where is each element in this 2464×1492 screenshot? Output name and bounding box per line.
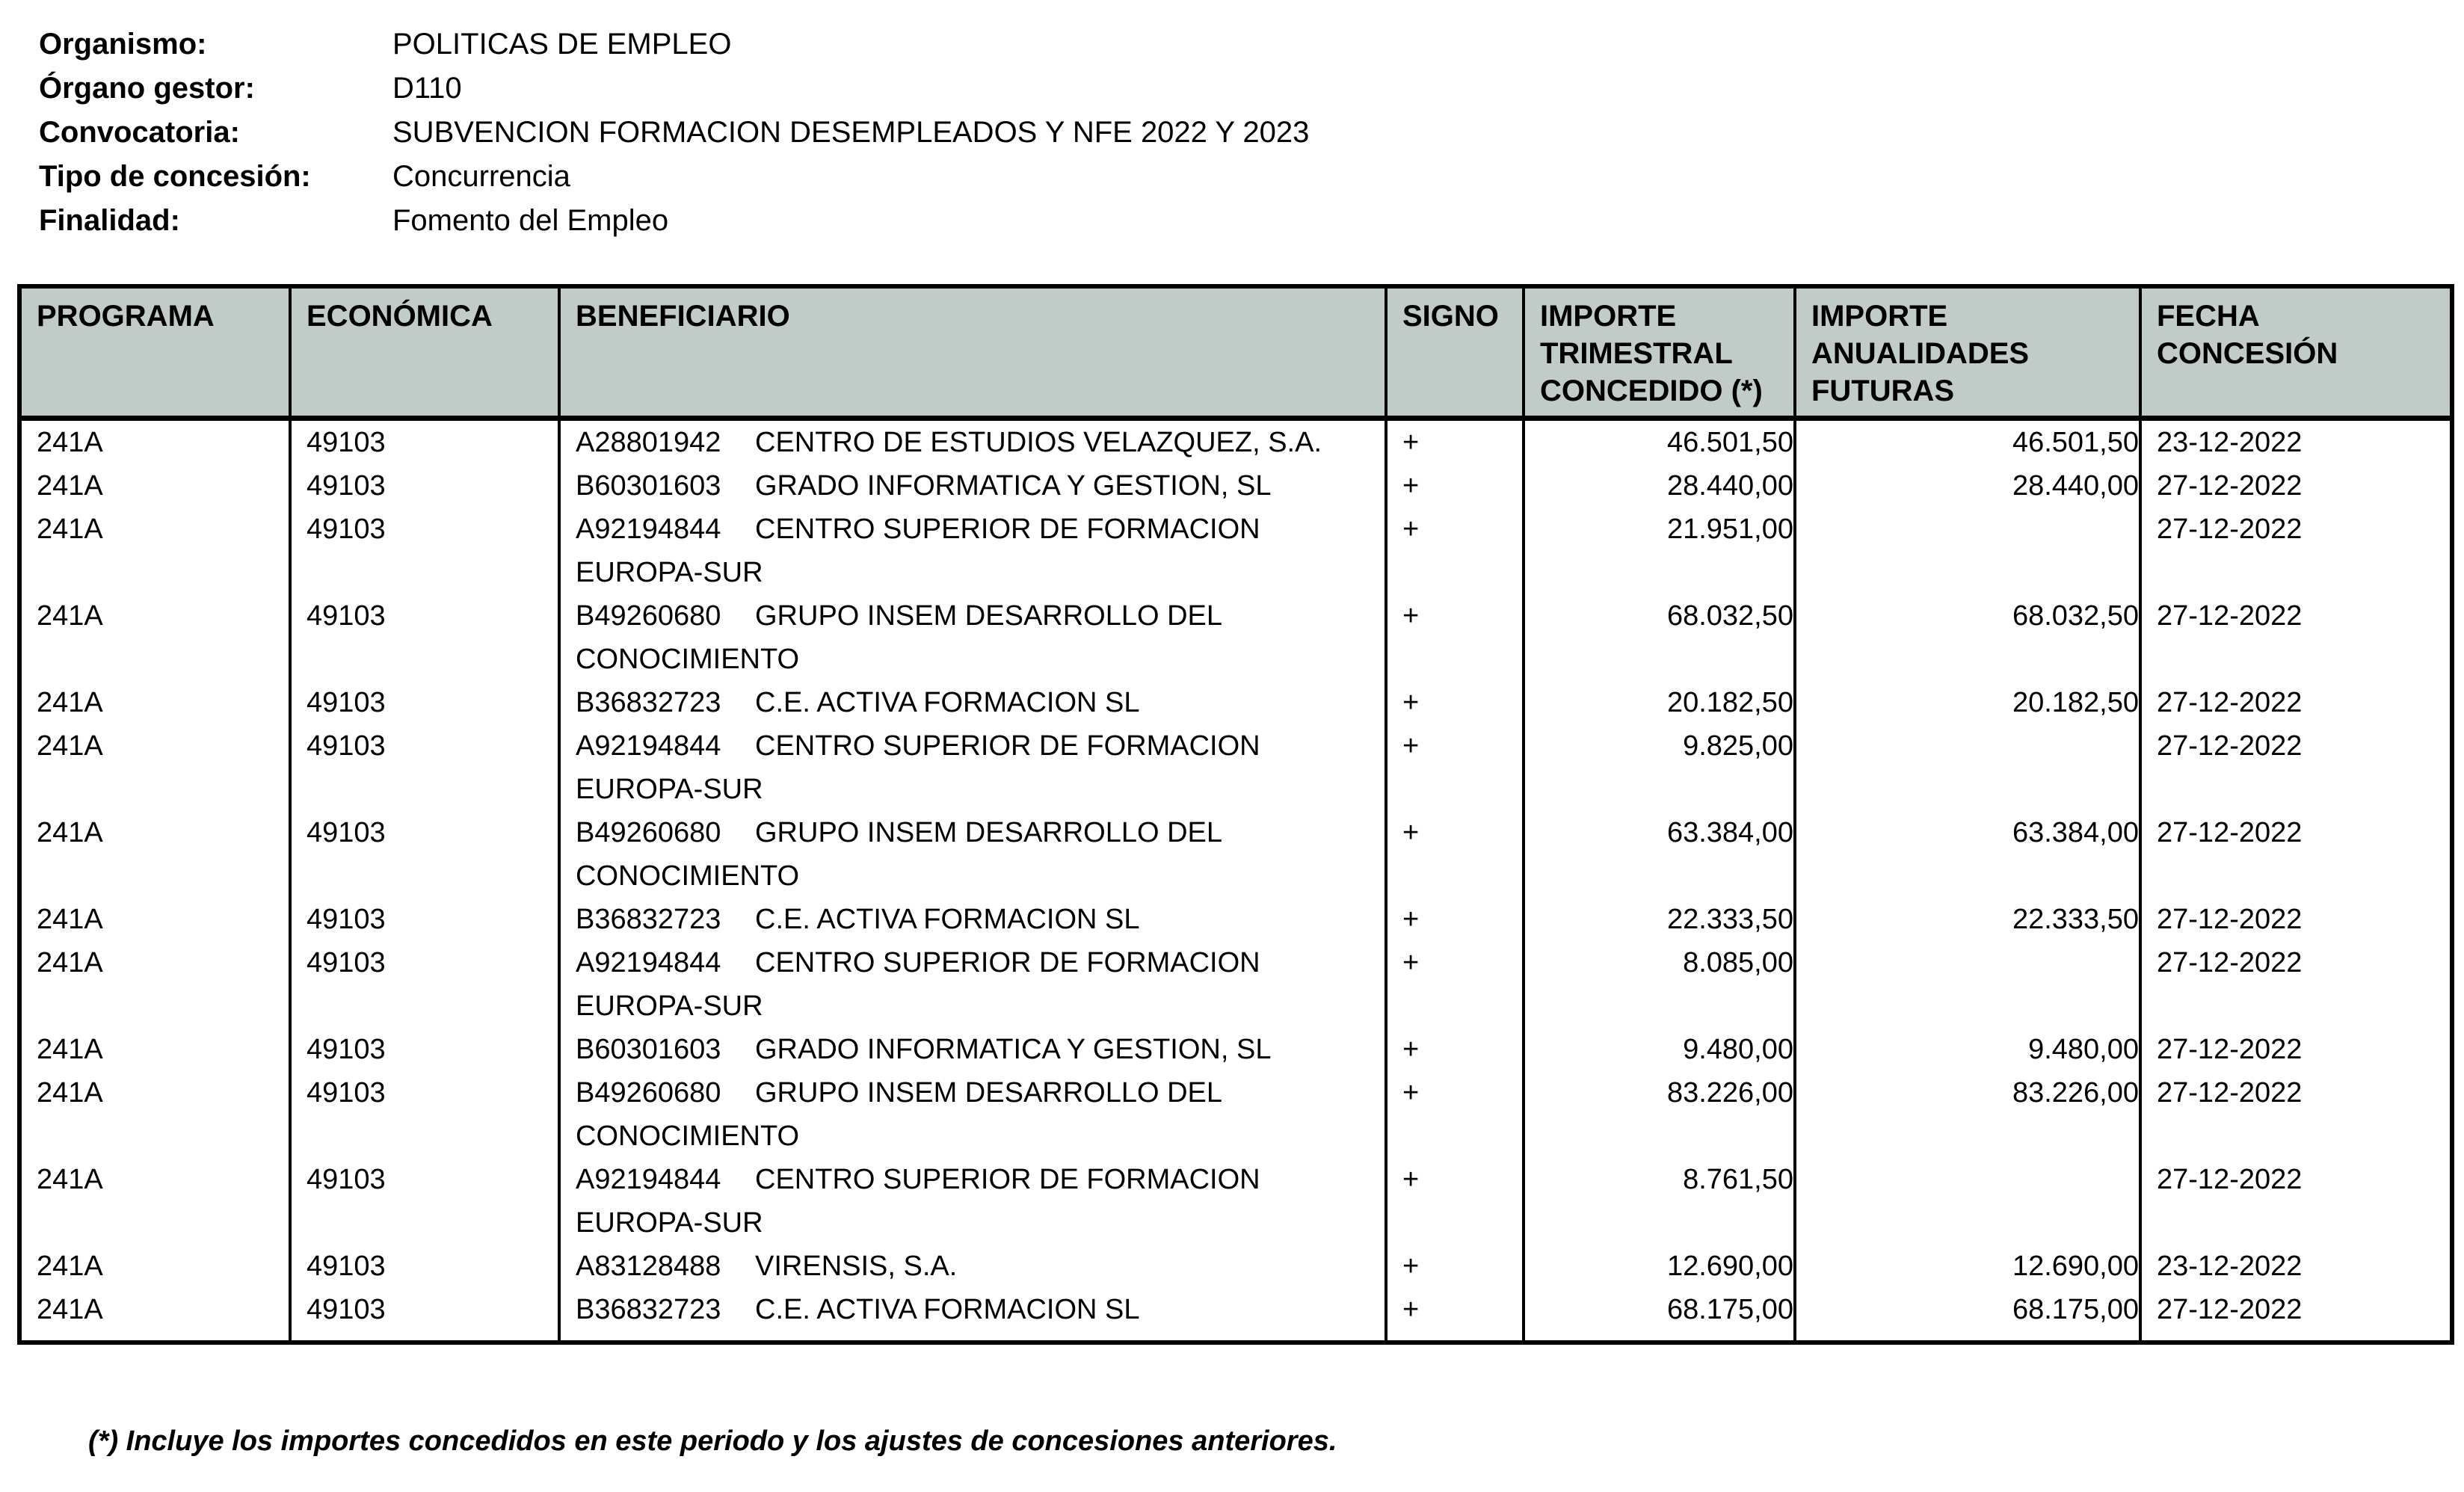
cell-signo: +: [1386, 1071, 1524, 1158]
beneficiario-nif: B49260680: [576, 600, 721, 632]
cell-economica: 49103: [290, 508, 559, 594]
cell-fecha-concesion: 23-12-2022: [2140, 419, 2452, 465]
cell-fecha-concesion: 27-12-2022: [2140, 594, 2452, 681]
cell-importe-anualidades: [1795, 724, 2140, 811]
beneficiario-line: [576, 811, 1385, 854]
cell-importe-trimestral: 22.333,50: [1524, 898, 1795, 941]
beneficiario-line: [576, 898, 1385, 941]
info-value-tipo-concesion: Concurrencia: [392, 160, 570, 193]
cell-signo: +: [1386, 1158, 1524, 1245]
beneficiario-nif: A92194844: [576, 1164, 721, 1195]
cell-fecha-concesion: 27-12-2022: [2140, 811, 2452, 898]
cell-importe-trimestral: 9.825,00: [1524, 724, 1795, 811]
cell-economica: 49103: [290, 594, 559, 681]
beneficiario-name-continuation: CONOCIMIENTO: [576, 1120, 800, 1152]
beneficiario-name-continuation: EUROPA-SUR: [576, 557, 763, 588]
cell-signo: +: [1386, 811, 1524, 898]
cell-signo: +: [1386, 1245, 1524, 1288]
cell-programa: 241A: [37, 947, 103, 978]
beneficiario-nif: A92194844: [576, 947, 721, 978]
beneficiario-nif: B60301603: [576, 470, 721, 502]
cell-importe-anualidades: [1795, 1158, 2140, 1245]
beneficiario-name: GRADO INFORMATICA Y GESTION, SL: [755, 1034, 1272, 1065]
beneficiario-name-continuation: EUROPA-SUR: [576, 1207, 763, 1239]
column-header-economica: [290, 286, 559, 419]
info-label-convocatoria: Convocatoria:: [39, 116, 240, 149]
cell-signo: +: [1386, 681, 1524, 724]
beneficiario-nif: A92194844: [576, 730, 721, 762]
cell-importe-trimestral: 20.182,50: [1524, 681, 1795, 724]
info-label-tipo-concesion: Tipo de concesión:: [39, 160, 311, 193]
cell-importe-anualidades: 68.175,00: [1795, 1288, 2140, 1343]
beneficiario-line: [576, 1158, 1385, 1201]
cell-fecha-concesion: 27-12-2022: [2140, 1071, 2452, 1158]
info-value-finalidad: Fomento del Empleo: [392, 204, 669, 237]
cell-economica: 49103: [290, 724, 559, 811]
cell-importe-trimestral: 8.085,00: [1524, 941, 1795, 1028]
beneficiario-nif: B49260680: [576, 1077, 721, 1109]
grants-table: [17, 284, 2454, 1345]
cell-beneficiario: [559, 811, 1386, 898]
table-row: [19, 419, 2452, 465]
column-header-line: FECHA CONCESIÓN: [2157, 300, 2338, 370]
cell-importe-anualidades: 9.480,00: [1795, 1028, 2140, 1071]
cell-signo: +: [1386, 724, 1524, 811]
cell-programa: 241A: [37, 1251, 103, 1282]
beneficiario-line: [576, 1028, 1385, 1071]
beneficiario-line: [576, 464, 1385, 508]
cell-beneficiario: [559, 419, 1386, 465]
cell-beneficiario: [559, 724, 1386, 811]
cell-signo: +: [1386, 508, 1524, 594]
table-row: [19, 1245, 2452, 1288]
table-row: [19, 724, 2452, 811]
cell-economica: 49103: [290, 1158, 559, 1245]
column-header-line: IMPORTE: [1811, 300, 1948, 333]
cell-fecha-concesion: 27-12-2022: [2140, 724, 2452, 811]
cell-importe-trimestral: 63.384,00: [1524, 811, 1795, 898]
cell-importe-trimestral: 68.175,00: [1524, 1288, 1795, 1343]
cell-economica: 49103: [290, 811, 559, 898]
cell-programa: 241A: [37, 470, 103, 502]
column-header-line: BENEFICIARIO: [576, 300, 790, 333]
cell-importe-anualidades: [1795, 941, 2140, 1028]
info-block: [39, 22, 1309, 243]
cell-fecha-concesion: 23-12-2022: [2140, 1245, 2452, 1288]
table-row: [19, 1071, 2452, 1158]
table-row: [19, 898, 2452, 941]
cell-importe-trimestral: 46.501,50: [1524, 419, 1795, 465]
cell-importe-anualidades: 12.690,00: [1795, 1245, 2140, 1288]
cell-fecha-concesion: 27-12-2022: [2140, 898, 2452, 941]
beneficiario-name-continuation: EUROPA-SUR: [576, 774, 763, 805]
table-row: [19, 1288, 2452, 1343]
cell-importe-trimestral: 68.032,50: [1524, 594, 1795, 681]
info-value-convocatoria: SUBVENCION FORMACION DESEMPLEADOS Y NFE 2022 Y 2023: [392, 116, 1310, 149]
cell-fecha-concesion: 27-12-2022: [2140, 1288, 2452, 1343]
cell-importe-anualidades: [1795, 508, 2140, 594]
column-header-line: PROGRAMA: [37, 300, 215, 333]
beneficiario-line: [576, 508, 1385, 551]
beneficiario-nif: B36832723: [576, 687, 721, 718]
cell-importe-anualidades: 20.182,50: [1795, 681, 2140, 724]
cell-economica: 49103: [290, 1071, 559, 1158]
beneficiario-line: [576, 1288, 1385, 1331]
cell-economica: 49103: [290, 1245, 559, 1288]
cell-importe-trimestral: 12.690,00: [1524, 1245, 1795, 1288]
footnote: (*) Incluye los importes concedidos en este periodo y los ajustes de concesiones anteriores.: [88, 1425, 1337, 1457]
cell-fecha-concesion: 27-12-2022: [2140, 1158, 2452, 1245]
info-row-finalidad: [39, 199, 1309, 243]
cell-programa: 241A: [37, 817, 103, 848]
beneficiario-name: CENTRO SUPERIOR DE FORMACION: [755, 514, 1260, 545]
table-row: [19, 681, 2452, 724]
table-row: [19, 941, 2452, 1028]
cell-economica: 49103: [290, 681, 559, 724]
column-header-line: ECONÓMICA: [307, 300, 493, 333]
cell-programa: 241A: [37, 1294, 103, 1325]
info-row-convocatoria: [39, 111, 1309, 155]
table-head: [19, 286, 2452, 419]
column-header-line: FUTURAS: [1811, 374, 1955, 407]
column-header-line: ANUALIDADES: [1811, 337, 2030, 370]
cell-beneficiario: [559, 1288, 1386, 1343]
column-header-line: CONCEDIDO (*): [1540, 374, 1763, 407]
beneficiario-nif: A83128488: [576, 1251, 721, 1282]
beneficiario-name: C.E. ACTIVA FORMACION SL: [755, 1294, 1140, 1325]
beneficiario-name: GRADO INFORMATICA Y GESTION, SL: [755, 470, 1272, 502]
cell-programa: 241A: [37, 514, 103, 545]
beneficiario-name: CENTRO DE ESTUDIOS VELAZQUEZ, S.A.: [755, 427, 1322, 458]
beneficiario-line: [576, 724, 1385, 768]
beneficiario-name: CENTRO SUPERIOR DE FORMACION: [755, 947, 1260, 978]
cell-economica: 49103: [290, 1028, 559, 1071]
info-row-organo-gestor: [39, 67, 1309, 111]
table-row: [19, 508, 2452, 594]
cell-importe-anualidades: 68.032,50: [1795, 594, 2140, 681]
table-row: [19, 594, 2452, 681]
cell-beneficiario: [559, 464, 1386, 508]
cell-signo: +: [1386, 1028, 1524, 1071]
cell-fecha-concesion: 27-12-2022: [2140, 681, 2452, 724]
beneficiario-name: GRUPO INSEM DESARROLLO DEL: [755, 600, 1223, 632]
beneficiario-nif: B60301603: [576, 1034, 721, 1065]
cell-economica: 49103: [290, 1288, 559, 1343]
header-row: [19, 286, 2452, 419]
beneficiario-name-continuation: CONOCIMIENTO: [576, 644, 800, 675]
cell-programa: 241A: [37, 904, 103, 935]
cell-importe-trimestral: 8.761,50: [1524, 1158, 1795, 1245]
cell-economica: 49103: [290, 898, 559, 941]
cell-importe-anualidades: 22.333,50: [1795, 898, 2140, 941]
cell-programa: 241A: [37, 427, 103, 458]
cell-beneficiario: [559, 898, 1386, 941]
column-header-programa: [19, 286, 290, 419]
cell-importe-trimestral: 28.440,00: [1524, 464, 1795, 508]
table-row: [19, 1158, 2452, 1245]
column-header-line: SIGNO: [1402, 300, 1499, 333]
cell-beneficiario: [559, 1028, 1386, 1071]
cell-economica: 49103: [290, 419, 559, 465]
info-row-tipo-concesion: [39, 155, 1309, 199]
beneficiario-name: C.E. ACTIVA FORMACION SL: [755, 687, 1140, 718]
table-row: [19, 811, 2452, 898]
cell-programa: 241A: [37, 1077, 103, 1109]
beneficiario-nif: A28801942: [576, 427, 721, 458]
cell-importe-anualidades: 28.440,00: [1795, 464, 2140, 508]
beneficiario-name: CENTRO SUPERIOR DE FORMACION: [755, 730, 1260, 762]
beneficiario-name: VIRENSIS, S.A.: [755, 1251, 958, 1282]
table-row: [19, 464, 2452, 508]
info-value-organo-gestor: D110: [392, 72, 462, 105]
cell-beneficiario: [559, 508, 1386, 594]
beneficiario-name-continuation: EUROPA-SUR: [576, 990, 763, 1022]
cell-signo: +: [1386, 941, 1524, 1028]
beneficiario-nif: B49260680: [576, 817, 721, 848]
column-header-line: IMPORTE: [1540, 300, 1677, 333]
cell-programa: 241A: [37, 600, 103, 632]
beneficiario-name: GRUPO INSEM DESARROLLO DEL: [755, 817, 1223, 848]
cell-beneficiario: [559, 941, 1386, 1028]
cell-importe-trimestral: 9.480,00: [1524, 1028, 1795, 1071]
cell-programa: 241A: [37, 730, 103, 762]
cell-economica: 49103: [290, 941, 559, 1028]
cell-fecha-concesion: 27-12-2022: [2140, 508, 2452, 594]
beneficiario-line: [576, 421, 1385, 464]
cell-beneficiario: [559, 594, 1386, 681]
column-header-importe-anualidades: [1795, 286, 2140, 419]
beneficiario-name: C.E. ACTIVA FORMACION SL: [755, 904, 1140, 935]
cell-importe-trimestral: 21.951,00: [1524, 508, 1795, 594]
cell-importe-anualidades: 63.384,00: [1795, 811, 2140, 898]
column-header-beneficiario: [559, 286, 1386, 419]
info-label-finalidad: Finalidad:: [39, 204, 180, 237]
beneficiario-line: [576, 594, 1385, 638]
beneficiario-name: CENTRO SUPERIOR DE FORMACION: [755, 1164, 1260, 1195]
beneficiario-nif: B36832723: [576, 904, 721, 935]
beneficiario-nif: A92194844: [576, 514, 721, 545]
cell-importe-anualidades: 46.501,50: [1795, 419, 2140, 465]
cell-programa: 241A: [37, 687, 103, 718]
table-row: [19, 1028, 2452, 1071]
beneficiario-line: [576, 1245, 1385, 1288]
cell-signo: +: [1386, 594, 1524, 681]
cell-signo: +: [1386, 419, 1524, 465]
cell-fecha-concesion: 27-12-2022: [2140, 1028, 2452, 1071]
column-header-line: TRIMESTRAL: [1540, 337, 1733, 370]
beneficiario-name: GRUPO INSEM DESARROLLO DEL: [755, 1077, 1223, 1109]
cell-signo: +: [1386, 1288, 1524, 1343]
cell-beneficiario: [559, 1071, 1386, 1158]
cell-beneficiario: [559, 1245, 1386, 1288]
info-value-organismo: POLITICAS DE EMPLEO: [392, 28, 732, 61]
beneficiario-nif: B36832723: [576, 1294, 721, 1325]
cell-beneficiario: [559, 1158, 1386, 1245]
cell-economica: 49103: [290, 464, 559, 508]
cell-beneficiario: [559, 681, 1386, 724]
cell-fecha-concesion: 27-12-2022: [2140, 941, 2452, 1028]
column-header-signo: [1386, 286, 1524, 419]
cell-signo: +: [1386, 898, 1524, 941]
beneficiario-line: [576, 1071, 1385, 1115]
column-header-importe-trimestral: [1524, 286, 1795, 419]
info-row-organismo: [39, 22, 1309, 67]
cell-programa: 241A: [37, 1034, 103, 1065]
beneficiario-line: [576, 681, 1385, 724]
info-label-organismo: Organismo:: [39, 28, 207, 61]
cell-importe-anualidades: 83.226,00: [1795, 1071, 2140, 1158]
beneficiario-line: [576, 941, 1385, 984]
table-body: [19, 419, 2452, 1343]
cell-fecha-concesion: 27-12-2022: [2140, 464, 2452, 508]
cell-programa: 241A: [37, 1164, 103, 1195]
info-label-organo-gestor: Órgano gestor:: [39, 72, 255, 105]
column-header-fecha-concesion: [2140, 286, 2452, 419]
cell-importe-trimestral: 83.226,00: [1524, 1071, 1795, 1158]
cell-signo: +: [1386, 464, 1524, 508]
beneficiario-name-continuation: CONOCIMIENTO: [576, 860, 800, 892]
